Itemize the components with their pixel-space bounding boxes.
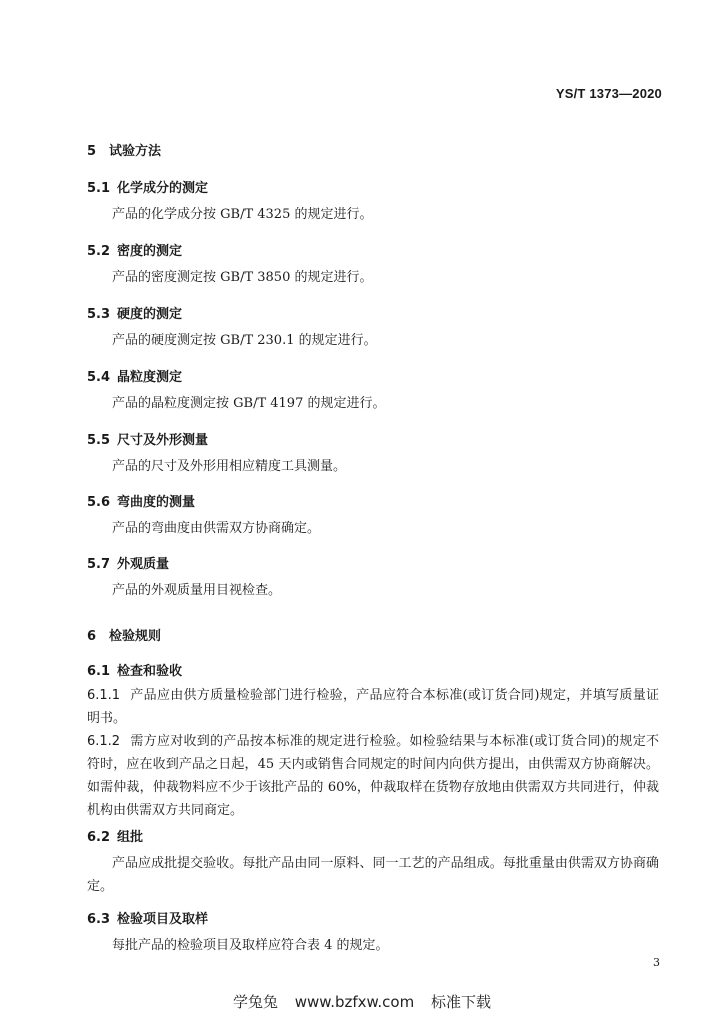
section-number: 5.6 (87, 495, 111, 510)
clause-6-1-1 (87, 684, 659, 730)
clause-text: 产品应由供方质量检验部门进行检验，产品应符合本标准(或订货合同)规定，并填写质量证明书。 (87, 688, 659, 726)
section-5-5-text: 产品的尺寸及外形用相应精度工具测量。 (112, 459, 347, 474)
section-number: 5.7 (87, 557, 111, 572)
clause-number: 6.1.1 (87, 688, 121, 703)
watermark-url: www.bzfxw.com (294, 993, 415, 1011)
clause-6-1-2 (87, 730, 659, 822)
section-title: 弯曲度的测量 (117, 495, 196, 510)
watermark (0, 991, 724, 1012)
watermark-caption: 标准下载 (431, 993, 492, 1011)
section-title: 外观质量 (117, 557, 170, 572)
section-5-4-heading (87, 366, 182, 385)
page-number: 3 (653, 956, 660, 969)
section-title: 尺寸及外形测量 (117, 433, 209, 448)
section-title: 化学成分的测定 (117, 181, 209, 196)
section-number: 5 (87, 144, 97, 159)
section-number: 6.2 (87, 830, 111, 845)
section-5-1-text: 产品的化学成分按 GB/T 4325 的规定进行。 (112, 207, 373, 222)
section-5-4-text: 产品的晶粒度测定按 GB/T 4197 的规定进行。 (112, 396, 386, 411)
section-5-2-text: 产品的密度测定按 GB/T 3850 的规定进行。 (112, 270, 373, 285)
section-5-5-heading (87, 429, 208, 448)
clause-number: 6.1.2 (87, 734, 121, 749)
section-5-7-heading (87, 553, 169, 572)
section-title: 硬度的测定 (117, 307, 183, 322)
section-title: 晶粒度测定 (117, 370, 183, 385)
watermark-brand: 学兔兔 (232, 993, 278, 1011)
section-6-3-heading (87, 908, 208, 927)
clause-text: 需方应对收到的产品按本标准的规定进行检验。如检验结果与本标准(或订货合同)的规定不符时，应在收到产品之日起，45 天内或销售合同规定的时间内向供方提出，由供需双方协商解决。如需仲裁，仲裁物料应不少于该批产品的 60%，仲裁取样在货物存放地由供需双方共同进行，仲裁机构由供需双方共同商定。 (87, 734, 659, 818)
section-number: 5.3 (87, 307, 111, 322)
section-title: 检验项目及取样 (117, 912, 209, 927)
section-number: 5.4 (87, 370, 111, 385)
section-6-1-heading (87, 660, 182, 679)
section-title: 试验方法 (109, 144, 162, 159)
section-number: 5.1 (87, 181, 111, 196)
section-6-3-text: 每批产品的检验项目及取样应符合表 4 的规定。 (112, 938, 389, 953)
section-number: 5.5 (87, 433, 111, 448)
section-5-2-heading (87, 240, 182, 259)
section-number: 6.3 (87, 912, 111, 927)
section-title: 检查和验收 (117, 664, 183, 679)
section-6-heading (87, 625, 161, 644)
section-5-6-heading (87, 491, 195, 510)
section-5-heading (87, 140, 161, 159)
section-5-3-heading (87, 303, 182, 322)
section-5-3-text: 产品的硬度测定按 GB/T 230.1 的规定进行。 (112, 333, 377, 348)
section-6-2-heading (87, 826, 143, 845)
section-5-7-text: 产品的外观质量用目视检查。 (112, 583, 282, 598)
section-5-1-heading (87, 177, 208, 196)
section-title: 密度的测定 (117, 244, 183, 259)
section-title: 组批 (117, 830, 144, 845)
section-title: 检验规则 (109, 629, 162, 644)
section-number: 6.1 (87, 664, 111, 679)
standard-code: YS/T 1373—2020 (555, 86, 662, 101)
section-6-2-text: 产品应成批提交验收。每批产品由同一原料、同一工艺的产品组成。每批重量由供需双方协商确定。 (87, 856, 659, 894)
section-5-6-text: 产品的弯曲度由供需双方协商确定。 (112, 521, 321, 536)
section-number: 5.2 (87, 244, 111, 259)
section-number: 6 (87, 629, 97, 644)
